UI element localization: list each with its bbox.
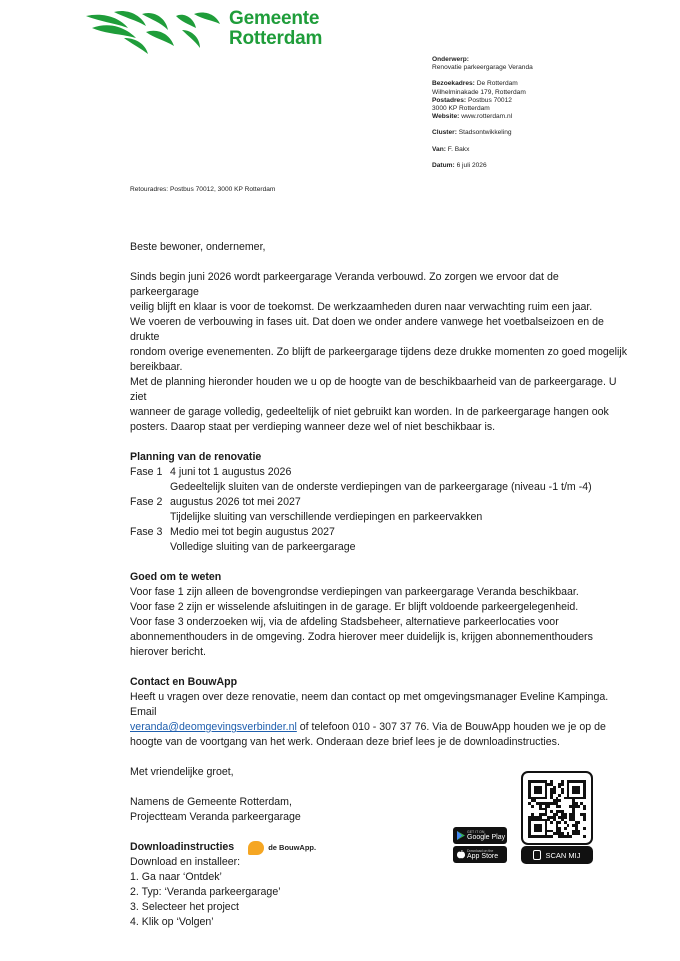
phase-row [130,465,630,480]
phase-row [130,525,630,540]
google-play-icon [457,831,465,840]
contact-heading: Contact en BouwApp [130,676,238,688]
download-step: 1. Ga naar ‘Ontdek’ [130,871,222,883]
apple-icon [457,850,465,859]
van-label: Van: [432,145,446,153]
app-store-badge[interactable] [453,846,507,863]
intro-line: wanneer de garage volledig, gedeeltelijk of niet gebruikt kan worden. In de parkeergarage hangen ook [130,406,609,418]
cluster-label: Cluster: [432,129,457,137]
onderwerp-value: Renovatie parkeergarage Veranda [432,64,533,72]
datum-label: Datum: [432,161,455,169]
intro-line: posters. Daarop staat per verdieping wanneer deze wel of niet beschikbaar is. [130,421,496,433]
closing: Met vriendelijke groet, [130,766,234,778]
intro-line: We voeren de verbouwing in fases uit. Dat doen we onder andere vanwege het voetbalseizoen en de drukte [130,316,604,343]
google-play-label: Google Play [467,833,506,841]
website-label: Website: [432,113,460,121]
bezoekadres-line2: Wilhelminakade 179, Rotterdam [432,88,526,96]
phase-period: Medio mei tot begin augustus 2027 [170,526,335,538]
scan-label: SCAN MIJ [545,850,581,860]
phase-label: Fase 2 [130,496,163,508]
onderwerp-label: Onderwerp: [432,56,470,63]
van-value: F. Bakx [447,145,470,153]
signature-line: Namens de Gemeente Rotterdam, [130,796,292,808]
postadres-value: Postbus 70012 [467,96,512,104]
goed-line: Voor fase 2 zijn er wisselende afsluitingen in de garage. Er blijft voldoende parkeergelegenheid. [130,601,579,613]
goed-line: Voor fase 1 zijn alleen de bovengrondse verdiepingen van parkeergarage Veranda beschikbaar. [130,586,579,598]
intro-line: rondom overige evenementen. Zo blijft de parkeergarage tijdens deze drukke momenten zo goed mogelijk [130,346,628,358]
phase-description: Tijdelijke sluiting van verschillende verdiepingen en parkeervakken [170,511,483,523]
contact-line: hoogte van de voortgang van het werk. Onderaan deze brief lees je de downloadinstructies. [130,736,560,748]
bezoekadres-label: Bezoekadres: [432,80,475,88]
goed-line: abonnementhouders in de omgeving. Zodra hierover meer duidelijk is, krijgen abonnementhouders [130,631,593,643]
intro-line: bereikbaar. [130,361,183,373]
logo-wordmark [229,9,322,49]
bouwapp-logo [248,840,316,855]
goed-line: hierover bericht. [130,646,206,658]
bezoekadres-value: De Rotterdam [476,80,518,88]
intro-line: Sinds begin juni 2026 wordt parkeergarage Veranda verbouwd. Zo zorgen we ervoor dat de parkeergarage [130,271,559,298]
download-heading: Downloadinstructies [130,841,235,853]
phase-description: Volledige sluiting van de parkeergarage [170,541,356,553]
download-step: 3. Selecteer het project [130,901,239,913]
cluster-value: Stadsontwikkeling [458,129,512,137]
phase-description: Gedeeltelijk sluiten van de onderste verdiepingen van de parkeergarage (niveau -1 t/m -4) [170,481,592,493]
salutation: Beste bewoner, ondernemer, [130,241,266,253]
qr-code[interactable] [528,780,586,838]
datum-value: 6 juli 2026 [456,161,487,169]
postadres-line2: 3000 KP Rotterdam [432,105,490,113]
google-play-badge[interactable] [453,827,507,844]
app-store-label: App Store [467,852,499,860]
phase-period: augustus 2026 tot mei 2027 [170,496,301,508]
letter-meta [432,56,672,178]
phase-label: Fase 1 [130,466,163,478]
logo-line-1: Gemeente [229,8,320,29]
goed-heading: Goed om te weten [130,571,222,583]
goed-line: Voor fase 3 onderzoeken wij, via de afdeling Stadsbeheer, alternatieve parkeerlocaties voor [130,616,559,628]
qr-code-frame[interactable] [521,771,593,845]
download-step: 4. Klik op ‘Volgen’ [130,916,214,928]
app-store-small: Download on the [467,848,494,853]
return-address: Retouradres: Postbus 70012, 3000 KP Rotterdam [130,186,276,193]
phase-row [130,495,630,510]
logo-line-2: Rotterdam [229,28,323,49]
phase-period: 4 juni tot 1 augustus 2026 [170,466,292,478]
download-step: 2. Typ: ‘Veranda parkeergarage’ [130,886,281,898]
website-value[interactable]: www.rotterdam.nl [461,113,513,121]
download-intro: Download en installeer: [130,856,241,868]
phase-label: Fase 3 [130,526,163,538]
intro-line: Met de planning hieronder houden we u op de hoogte van de beschikbaarheid van de parkeergarage. U ziet [130,376,617,403]
scan-mij-button[interactable] [521,846,593,864]
phone-icon [533,850,541,860]
bouwapp-label: de BouwApp. [268,843,317,852]
planning-heading: Planning van de renovatie [130,451,262,463]
contact-line: Heeft u vragen over deze renovatie, neem dan contact op met omgevingsmanager Eveline Kampinga. Email [130,691,609,718]
bouwapp-icon [248,841,264,855]
google-play-small: GET IT ON [467,829,485,834]
contact-line [130,720,630,735]
email-link[interactable]: veranda@deomgevingsverbinder.nl [130,721,297,733]
signature-line: Projectteam Veranda parkeergarage [130,811,301,823]
contact-line-rest: of telefoon 010 - 307 37 76. Via de BouwApp houden we je op de [296,721,606,733]
postadres-label: Postadres: [432,96,467,104]
intro-line: veilig blijft en klaar is voor de toekomst. De werkzaamheden duren naar verwachting ruim een jaar. [130,301,593,313]
